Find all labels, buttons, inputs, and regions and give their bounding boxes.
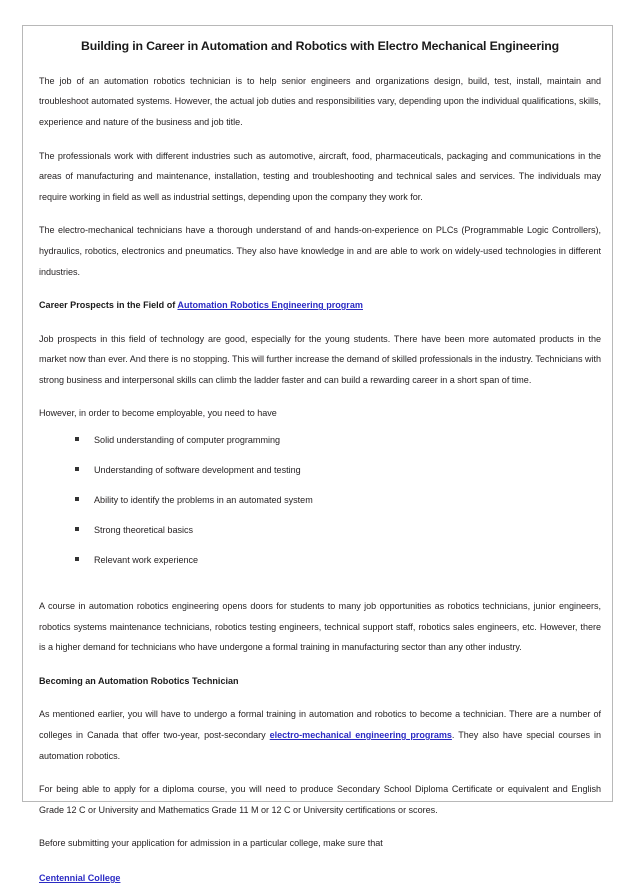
list-item [39, 463, 601, 493]
link-electro-mechanical-engineering-programs[interactable]: electro-mechanical engineering programs [269, 730, 452, 741]
list-item [39, 433, 601, 463]
section-heading-career-prospects-prefix: Career Prospects in the Field of [39, 300, 178, 311]
link-text-plain: Automation Robotics Engineerin [177, 300, 319, 311]
list-item-label: Understanding of software development and testing [94, 465, 301, 476]
list-item [39, 553, 601, 583]
list-item [39, 523, 601, 553]
list-item-label: Strong theoretical basics [94, 525, 194, 536]
square-bullet-icon [75, 557, 79, 561]
paragraph-4: Job prospects in this field of technology are good, especially for the young students. There have been more automated products in the market now than ever. And there is no stopping. This will further increase the demand of skilled professionals in the industry. Technicians with strong business and interpersonal skills can climb the ladder faster and can build a rewarding career in a short span of time. [39, 333, 601, 385]
paragraph-9: Before submitting your application for admission in a particular college, make sure that [39, 838, 383, 849]
link-centennial-college-wrapper [39, 868, 601, 889]
list-item-label: Ability to identify the problems in an automated system [94, 495, 313, 506]
page-title: Building in Career in Automation and Robotics with Electro Mechanical Engineering [81, 39, 559, 53]
paragraph-8: For being able to apply for a diploma course, you will need to produce Secondary School Diploma Certificate or equivalent and English Grade 12 C or University and Mathematics Grade 11 M or 12 C or University certifications or scores. [39, 784, 601, 815]
list-item-label: Relevant work experience [94, 555, 199, 566]
link-automation-robotics-engineering-program[interactable] [177, 300, 362, 310]
link-centennial-college[interactable]: Centennial College [39, 873, 121, 883]
document-page-frame [22, 25, 613, 883]
link-text-underlined: g program [318, 300, 363, 311]
paragraph-3: The electro-mechanical technicians have a thorough understand of and hands-on-experience on PLCs (Programmable Logic Controllers), hydraulics, robotics, electronics and pneumatics. They also have knowledge in and are able to work on widely-used technologies in different industries. [39, 225, 601, 277]
paragraph-7-after-link: . They also have special courses in automation robotics. [39, 730, 601, 761]
square-bullet-icon [75, 467, 79, 471]
square-bullet-icon [75, 527, 79, 531]
square-bullet-icon [75, 437, 79, 441]
list-item-label: Solid understanding of computer programming [94, 435, 281, 446]
section-heading-career-prospects [39, 295, 601, 316]
document-body [39, 26, 601, 889]
section-heading-becoming-technician: Becoming an Automation Robotics Technician [39, 675, 239, 686]
paragraph-5: However, in order to become employable, you need to have [39, 408, 277, 419]
paragraph-6: A course in automation robotics engineering opens doors for students to many job opportunities as robotics technicians, junior engineers, robotics systems maintenance technicians, robotics testing engineers, technical support staff, robotics sales engineers, etc. However, there is a higher demand for technicians who have undergone a formal training in manufacturing sector than any other industry. [39, 601, 601, 653]
paragraph-1: The job of an automation robotics technician is to help senior engineers and organizations design, build, test, install, maintain and troubleshoot automated systems. However, the actual job duties and responsibilities vary, depending upon the individual qualifications, skills, experience and nature of the business and job title. [39, 75, 601, 127]
square-bullet-icon [75, 497, 79, 501]
paragraph-2: The professionals work with different industries such as automotive, aircraft, food, pharmaceuticals, packaging and communications in the areas of manufacturing and maintenance, installation, testing and troubleshooting and technical sales and services. The individuals may require working in field as well as industrial settings, depending upon the company they work for. [39, 150, 601, 202]
requirements-list [39, 433, 601, 583]
paragraph-7 [39, 704, 601, 766]
paragraph-7-before-link: As mentioned earlier, you will have to undergo a formal training in automation and robotics to become a technician. There are a number of colleges in Canada that offer two-year, post-secondary [39, 709, 601, 741]
list-item [39, 493, 601, 523]
